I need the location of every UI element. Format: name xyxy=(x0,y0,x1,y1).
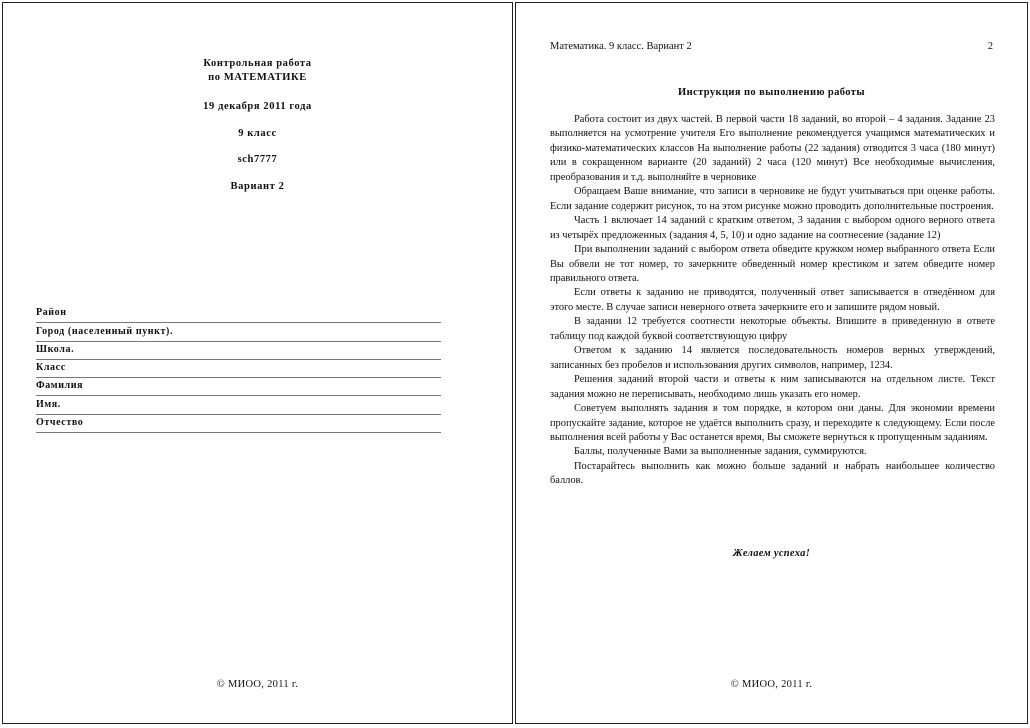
header-title: Математика. 9 класс. Вариант 2 xyxy=(550,41,692,52)
instruction-title: Инструкция по выполнению работы xyxy=(678,87,865,98)
paragraph: При выполнении заданий с выбором ответа обведите кружком номер выбранного ответа Если Вы обвели не тот номер, то зачеркните обведенный номер крестиком и затем обведите номер правильного ответа. xyxy=(550,244,995,284)
running-header xyxy=(550,41,993,52)
field-label: Отчество xyxy=(36,417,84,429)
page-footer: © МИОО, 2011 г. xyxy=(730,679,813,690)
page-footer: © МИОО, 2011 г. xyxy=(216,679,299,690)
title-line: по МАТЕМАТИКЕ xyxy=(208,72,307,83)
closing-wish: Желаем успеха! xyxy=(732,548,811,559)
paragraph: Баллы, полученные Вами за выполненные задания, суммируются. xyxy=(574,446,867,458)
field-label: Имя. xyxy=(36,398,61,410)
title-grade: 9 класс xyxy=(238,128,277,139)
field-label: Город (населенный пункт). xyxy=(36,325,174,337)
field-school[interactable] xyxy=(36,342,441,360)
paragraph: Работа состоит из двух частей. В первой части 18 заданий, во второй – 4 задания. Задание 23 выполняется на усмотрение учителя Его выполнение рекомендуется учащимся математических и физико-математических классов На выполнение работы (22 задания) отводится 3 часа (180 минут) или в сокращенном варианте (20 заданий) 2 часа (120 минут) Все необходимые вычисления, преобразования и т.д. выполняйте в черновике xyxy=(550,114,995,183)
field-name[interactable] xyxy=(36,396,441,414)
field-label: Район xyxy=(36,307,67,319)
paragraph: Ответом к заданию 14 является последовательность номеров верных утверждений, записанных без пробелов и использования других символов, например, 1234. xyxy=(550,345,995,371)
student-info-fields xyxy=(36,305,441,433)
title-variant: Вариант 2 xyxy=(230,181,285,192)
paragraph: Обращаем Ваше внимание, что записи в черновике не будут учитываться при оценке работы. Если задание содержит рисунок, то на этом рисунке можно проводить дополнительные построения. xyxy=(550,186,995,212)
instruction-page xyxy=(515,2,1028,724)
paragraph: Если ответы к заданию не приводятся, полученный ответ записывается в отведённом для этого месте. В случае записи неверного ответа зачеркните его и запишите рядом новый. xyxy=(550,287,995,313)
paragraph: Советуем выполнять задания в том порядке, в котором они даны. Для экономии времени пропускайте задание, которое не удаётся выполнить сразу, и переходите к следующему. Если после выполнения всей работы у Вас останется время, Вы сможете вернуться к пропущенным заданиям. xyxy=(550,403,995,443)
field-district[interactable] xyxy=(36,305,441,323)
field-patronymic[interactable] xyxy=(36,415,441,433)
title-code: sch7777 xyxy=(237,154,278,165)
field-label: Фамилия xyxy=(36,380,84,392)
paragraph: Постарайтесь выполнить как можно больше заданий и набрать наибольшее количество баллов. xyxy=(550,460,995,487)
title-date: 19 декабря 2011 года xyxy=(203,101,312,112)
paragraph: Часть 1 включает 14 заданий с кратким ответом, 3 задания с выбором одного верного ответа из четырёх предложенных (задания 4, 5, 10) и одно задание на соотнесение (задание 12) xyxy=(550,215,995,241)
page-number: 2 xyxy=(987,41,993,52)
field-label: Школа. xyxy=(36,343,75,355)
cover-page xyxy=(2,2,513,724)
title-line: Контрольная работа xyxy=(203,58,312,69)
paragraph: Решения заданий второй части и ответы к ним записываются на отдельном листе. Текст задания можно не переписывать, необходимо лишь указать его номер. xyxy=(550,374,995,400)
instruction-body xyxy=(550,113,995,489)
field-class[interactable] xyxy=(36,360,441,378)
field-label: Класс xyxy=(36,362,66,374)
field-city[interactable] xyxy=(36,323,441,341)
paragraph: В задании 12 требуется соотнести некоторые объекты. Впишите в приведенную в ответе таблицу под каждой буквой соответствующую цифру xyxy=(550,316,995,342)
field-surname[interactable] xyxy=(36,378,441,396)
